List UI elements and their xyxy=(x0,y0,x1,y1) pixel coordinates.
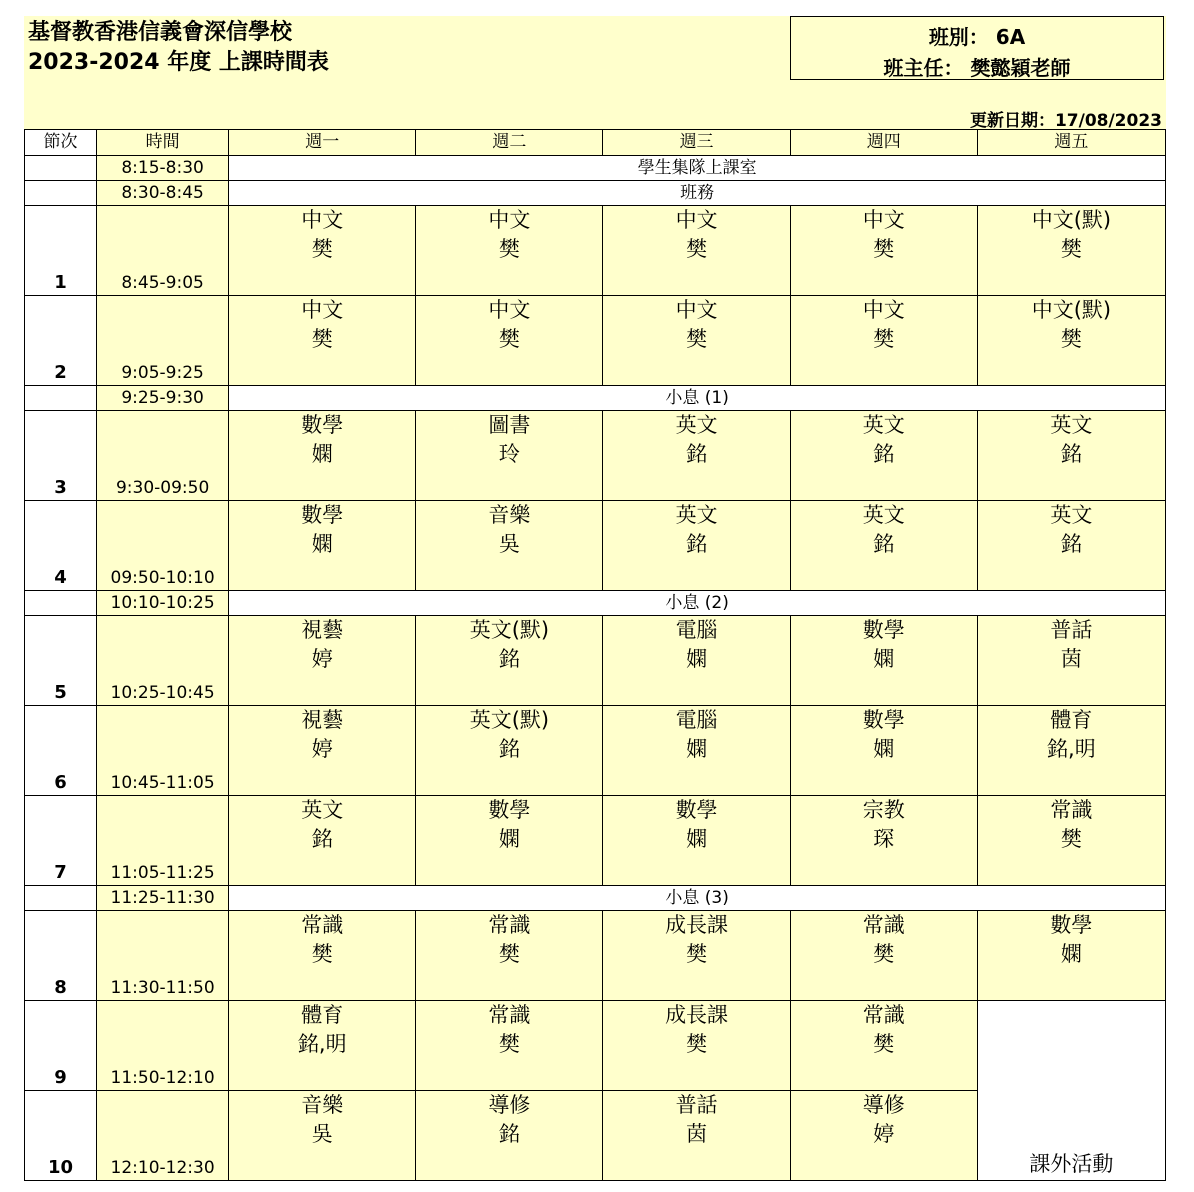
teacher: 樊 xyxy=(1060,827,1082,851)
subject: 成長課 xyxy=(665,1003,729,1027)
subject: 常識 xyxy=(488,1003,531,1027)
lesson-cell xyxy=(416,706,603,796)
lesson-cell xyxy=(790,706,977,796)
teacher: 婷 xyxy=(311,647,333,671)
event-row xyxy=(25,386,1166,411)
lesson-cell xyxy=(229,411,416,501)
teacher: 琛 xyxy=(873,827,895,851)
period-cell xyxy=(25,386,97,411)
col-header-time: 時間 xyxy=(97,130,229,156)
school-name: 基督教香港信義會深信學校 xyxy=(28,20,293,45)
lesson-cell xyxy=(603,411,790,501)
subject: 常識 xyxy=(301,913,344,937)
subject: 數學 xyxy=(862,708,905,732)
period-number: 1 xyxy=(25,206,97,296)
event-row xyxy=(25,591,1166,616)
subject: 中文 xyxy=(301,208,344,232)
lesson-cell xyxy=(229,1091,416,1181)
teacher-label: 班主任： xyxy=(883,56,964,80)
class-row xyxy=(791,21,1163,50)
subject: 普話 xyxy=(675,1093,718,1117)
time-cell: 9:05-9:25 xyxy=(97,296,229,386)
teacher-value: 樊懿穎老師 xyxy=(970,56,1071,80)
time-cell: 11:05-11:25 xyxy=(97,796,229,886)
subject: 導修 xyxy=(862,1093,905,1117)
lesson-cell xyxy=(790,796,977,886)
subject: 中文 xyxy=(675,208,718,232)
lesson-cell xyxy=(977,206,1165,296)
timetable xyxy=(24,129,1166,1181)
lesson-cell xyxy=(229,296,416,386)
subject: 成長課 xyxy=(665,913,729,937)
teacher: 樊 xyxy=(311,237,333,261)
col-header-mon: 週一 xyxy=(229,130,416,156)
subject: 體育 xyxy=(301,1003,344,1027)
lesson-cell xyxy=(603,206,790,296)
period-number: 8 xyxy=(25,911,97,1001)
lesson-cell xyxy=(603,616,790,706)
class-info-box xyxy=(790,16,1164,80)
teacher: 嫻 xyxy=(686,827,708,851)
time-cell: 8:15-8:30 xyxy=(97,156,229,181)
teacher: 銘 xyxy=(686,532,708,556)
lesson-cell xyxy=(229,616,416,706)
lesson-row xyxy=(25,206,1166,296)
event-label: 小息 (1) xyxy=(229,386,1166,411)
event-label: 班務 xyxy=(229,181,1166,206)
lesson-row xyxy=(25,296,1166,386)
teacher: 樊 xyxy=(498,1032,520,1056)
lesson-cell xyxy=(416,1091,603,1181)
lesson-cell xyxy=(603,296,790,386)
event-row xyxy=(25,156,1166,181)
event-label: 學生集隊上課室 xyxy=(229,156,1166,181)
lesson-cell xyxy=(603,796,790,886)
lesson-cell xyxy=(790,501,977,591)
col-header-thu: 週四 xyxy=(790,130,977,156)
lesson-cell xyxy=(416,911,603,1001)
teacher: 銘,明 xyxy=(297,1032,347,1056)
time-cell: 8:30-8:45 xyxy=(97,181,229,206)
class-label: 班別： xyxy=(928,25,989,49)
lesson-cell xyxy=(229,206,416,296)
subject: 英文 xyxy=(301,798,344,822)
subject: 中文 xyxy=(862,298,905,322)
subject: 英文 xyxy=(862,413,905,437)
lesson-cell xyxy=(977,796,1165,886)
lesson-cell xyxy=(977,911,1165,1001)
year-title: 2023-2024 年度 上課時間表 xyxy=(28,50,329,75)
subject: 中文 xyxy=(488,298,531,322)
lesson-row xyxy=(25,911,1166,1001)
lesson-cell xyxy=(977,411,1165,501)
teacher: 樊 xyxy=(498,327,520,351)
teacher: 嫻 xyxy=(1060,942,1082,966)
lesson-cell xyxy=(416,1001,603,1091)
time-cell: 9:25-9:30 xyxy=(97,386,229,411)
time-cell: 9:30-09:50 xyxy=(97,411,229,501)
period-cell xyxy=(25,156,97,181)
teacher: 婷 xyxy=(873,1122,895,1146)
lesson-row xyxy=(25,411,1166,501)
lesson-row xyxy=(25,616,1166,706)
subject: 音樂 xyxy=(488,503,531,527)
subject: 中文 xyxy=(862,208,905,232)
lesson-cell xyxy=(416,501,603,591)
teacher: 吳 xyxy=(311,1122,333,1146)
subject: 英文 xyxy=(675,503,718,527)
subject: 視藝 xyxy=(301,708,344,732)
lesson-cell xyxy=(229,911,416,1001)
teacher: 樊 xyxy=(686,327,708,351)
teacher: 樊 xyxy=(311,327,333,351)
updated-date: 更新日期：17/08/2023 xyxy=(969,111,1162,131)
teacher: 銘 xyxy=(498,737,520,761)
time-cell: 12:10-12:30 xyxy=(97,1091,229,1181)
lesson-cell xyxy=(416,616,603,706)
lesson-cell xyxy=(790,1091,977,1181)
teacher: 婷 xyxy=(311,737,333,761)
col-header-period: 節次 xyxy=(25,130,97,156)
teacher: 嫻 xyxy=(686,737,708,761)
time-cell: 10:10-10:25 xyxy=(97,591,229,616)
lesson-cell xyxy=(977,296,1165,386)
teacher: 樊 xyxy=(311,942,333,966)
teacher: 銘 xyxy=(873,442,895,466)
teacher: 樊 xyxy=(686,942,708,966)
subject: 英文(默) xyxy=(469,618,550,642)
period-number: 5 xyxy=(25,616,97,706)
subject: 普話 xyxy=(1050,618,1093,642)
subject: 中文 xyxy=(675,298,718,322)
lesson-cell xyxy=(603,911,790,1001)
teacher: 嫻 xyxy=(498,827,520,851)
subject: 英文 xyxy=(1050,413,1093,437)
event-label: 小息 (3) xyxy=(229,886,1166,911)
lesson-cell xyxy=(790,206,977,296)
timetable-body xyxy=(25,130,1166,1181)
lesson-cell xyxy=(790,911,977,1001)
period-cell xyxy=(25,591,97,616)
subject: 圖書 xyxy=(488,413,531,437)
teacher: 樊 xyxy=(686,237,708,261)
time-cell: 11:25-11:30 xyxy=(97,886,229,911)
lesson-cell xyxy=(790,296,977,386)
lesson-cell xyxy=(603,1001,790,1091)
subject: 英文 xyxy=(1050,503,1093,527)
teacher: 銘 xyxy=(686,442,708,466)
lesson-cell xyxy=(603,706,790,796)
teacher: 銘 xyxy=(1060,442,1082,466)
teacher: 嫻 xyxy=(311,532,333,556)
period-number: 3 xyxy=(25,411,97,501)
subject: 體育 xyxy=(1050,708,1093,732)
header-area xyxy=(24,16,1166,129)
lesson-cell xyxy=(229,1001,416,1091)
subject: 電腦 xyxy=(675,708,718,732)
subject: 音樂 xyxy=(301,1093,344,1117)
class-value: 6A xyxy=(995,25,1026,49)
extra-activity-cell: 課外活動 xyxy=(977,1001,1165,1181)
event-row xyxy=(25,886,1166,911)
teacher: 吳 xyxy=(498,532,520,556)
lesson-cell xyxy=(416,206,603,296)
teacher: 嫻 xyxy=(873,647,895,671)
col-header-wed: 週三 xyxy=(603,130,790,156)
teacher: 銘 xyxy=(873,532,895,556)
teacher: 樊 xyxy=(686,1032,708,1056)
lesson-cell xyxy=(977,706,1165,796)
teacher: 樊 xyxy=(1060,237,1082,261)
teacher: 銘 xyxy=(1060,532,1082,556)
subject: 數學 xyxy=(301,413,344,437)
subject: 數學 xyxy=(675,798,718,822)
teacher: 銘 xyxy=(498,647,520,671)
teacher: 樊 xyxy=(873,237,895,261)
time-cell: 10:45-11:05 xyxy=(97,706,229,796)
subject: 常識 xyxy=(862,1003,905,1027)
subject: 中文(默) xyxy=(1031,208,1112,232)
period-cell xyxy=(25,181,97,206)
period-number: 10 xyxy=(25,1091,97,1181)
lesson-cell xyxy=(416,296,603,386)
event-label: 小息 (2) xyxy=(229,591,1166,616)
lesson-cell xyxy=(790,1001,977,1091)
subject: 英文 xyxy=(862,503,905,527)
teacher: 樊 xyxy=(873,1032,895,1056)
lesson-cell xyxy=(603,1091,790,1181)
teacher: 銘 xyxy=(311,827,333,851)
lesson-cell xyxy=(229,796,416,886)
lesson-cell xyxy=(229,706,416,796)
lesson-cell xyxy=(977,501,1165,591)
period-number: 4 xyxy=(25,501,97,591)
lesson-row xyxy=(25,706,1166,796)
teacher: 嫻 xyxy=(686,647,708,671)
subject: 視藝 xyxy=(301,618,344,642)
teacher: 嫻 xyxy=(873,737,895,761)
subject: 中文(默) xyxy=(1031,298,1112,322)
col-header-fri: 週五 xyxy=(977,130,1165,156)
subject: 中文 xyxy=(301,298,344,322)
period-number: 2 xyxy=(25,296,97,386)
period-number: 9 xyxy=(25,1001,97,1091)
teacher: 樊 xyxy=(1060,327,1082,351)
teacher: 樊 xyxy=(498,942,520,966)
time-cell: 11:50-12:10 xyxy=(97,1001,229,1091)
subject: 宗教 xyxy=(862,798,905,822)
subject: 常識 xyxy=(1050,798,1093,822)
teacher: 茵 xyxy=(686,1122,708,1146)
time-cell: 8:45-9:05 xyxy=(97,206,229,296)
period-cell xyxy=(25,886,97,911)
teacher: 銘 xyxy=(498,1122,520,1146)
teacher: 樊 xyxy=(873,327,895,351)
lesson-cell xyxy=(416,796,603,886)
subject: 常識 xyxy=(862,913,905,937)
teacher: 茵 xyxy=(1060,647,1082,671)
period-number: 7 xyxy=(25,796,97,886)
subject: 數學 xyxy=(301,503,344,527)
lesson-cell xyxy=(790,411,977,501)
lesson-row xyxy=(25,1001,1166,1091)
period-number: 6 xyxy=(25,706,97,796)
title-block xyxy=(28,18,329,78)
time-cell: 09:50-10:10 xyxy=(97,501,229,591)
teacher: 樊 xyxy=(498,237,520,261)
subject: 數學 xyxy=(488,798,531,822)
teacher: 樊 xyxy=(873,942,895,966)
lesson-row xyxy=(25,501,1166,591)
lesson-row xyxy=(25,796,1166,886)
header-row xyxy=(25,130,1166,156)
timetable-page xyxy=(24,16,1166,1181)
subject: 常識 xyxy=(488,913,531,937)
teacher: 嫻 xyxy=(311,442,333,466)
subject: 導修 xyxy=(488,1093,531,1117)
lesson-cell xyxy=(416,411,603,501)
subject: 英文(默) xyxy=(469,708,550,732)
teacher-row xyxy=(791,52,1163,81)
subject: 中文 xyxy=(488,208,531,232)
col-header-tue: 週二 xyxy=(416,130,603,156)
lesson-cell xyxy=(790,616,977,706)
time-cell: 10:25-10:45 xyxy=(97,616,229,706)
teacher: 玲 xyxy=(498,442,520,466)
subject: 數學 xyxy=(862,618,905,642)
lesson-cell xyxy=(977,616,1165,706)
lesson-cell xyxy=(603,501,790,591)
teacher: 銘,明 xyxy=(1047,737,1096,761)
subject: 英文 xyxy=(675,413,718,437)
lesson-cell xyxy=(229,501,416,591)
subject: 數學 xyxy=(1050,913,1093,937)
event-row xyxy=(25,181,1166,206)
time-cell: 11:30-11:50 xyxy=(97,911,229,1001)
subject: 電腦 xyxy=(675,618,718,642)
